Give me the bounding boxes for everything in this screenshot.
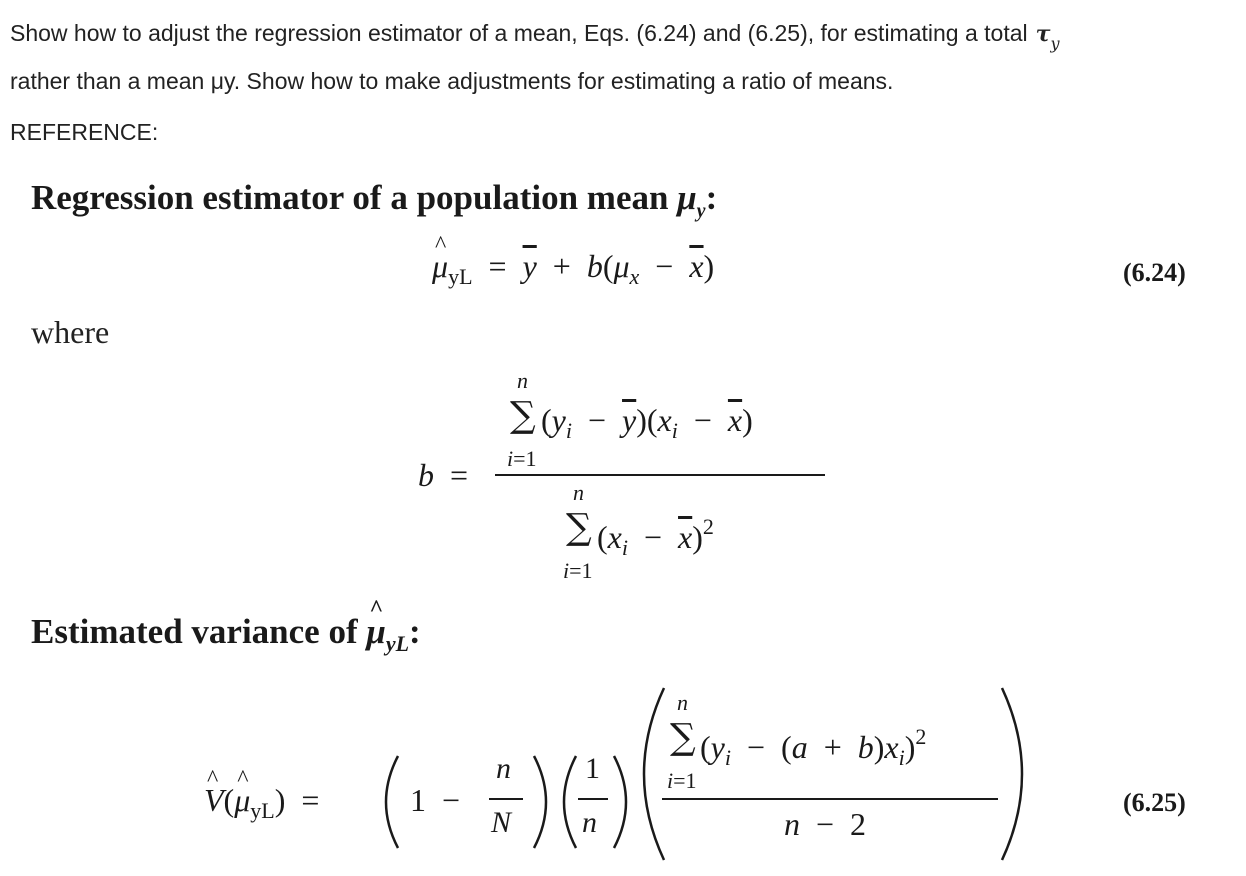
heading-estimated-variance: Estimated variance of ^ $\mu_{yL}$:	[31, 612, 421, 657]
question-text-1: Show how to adjust the regression estimator of a mean, Eqs. (6.24) and (6.25), for estimating a total	[10, 20, 1028, 46]
question-line-1	[10, 20, 1060, 53]
reference-label: REFERENCE:	[10, 119, 159, 145]
equation-number-6-25: (6.25)	[1123, 788, 1186, 817]
mu-hat-yl-symbol: ^ μ	[366, 612, 385, 652]
equation-number-6-24: (6.24)	[1123, 258, 1186, 287]
total-symbol: $\tau_y$	[1035, 21, 1060, 53]
mu-y-symbol: $\mu_y$	[677, 178, 706, 222]
equation-6-24: ^ $\mu_{yL} = \overline{y} + b(\mu_x - \overline{x})$	[432, 248, 714, 290]
where-label: where	[31, 314, 110, 350]
question-line-2: rather than a mean μy. Show how to make adjustments for estimating a ratio of means.	[10, 68, 894, 94]
heading-regression-estimator: Regression estimator of a population mean $\mu_y$:	[31, 178, 718, 222]
